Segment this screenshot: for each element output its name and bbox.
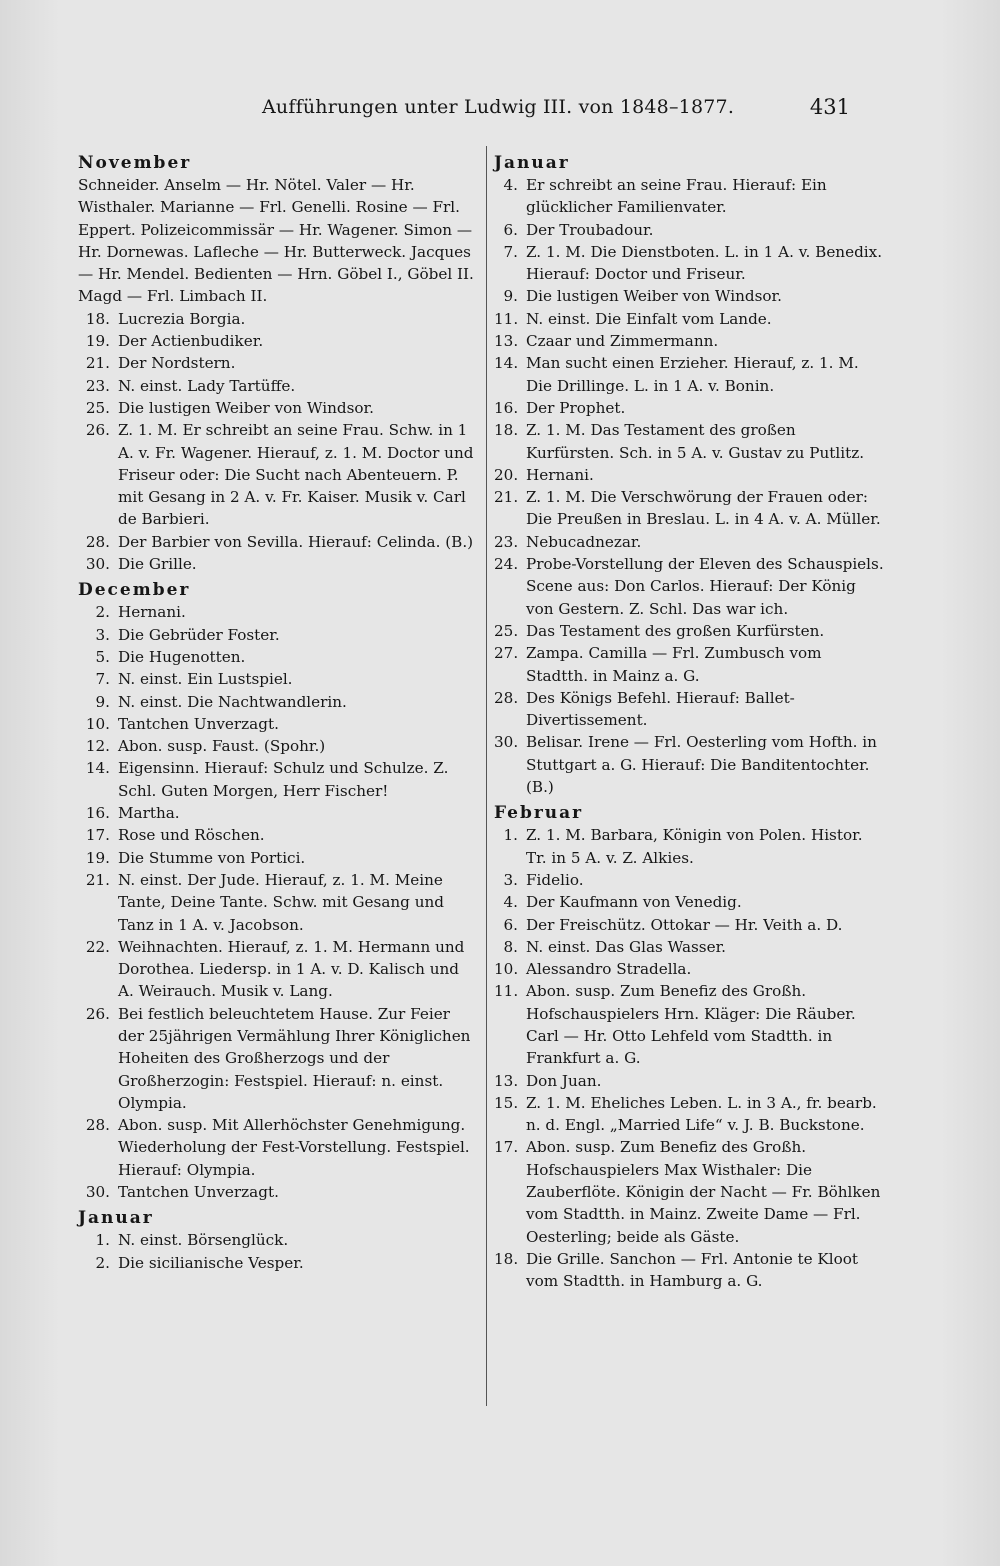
performance-entry (78, 624, 478, 646)
performance-entry (494, 464, 884, 486)
performance-entry (78, 553, 478, 575)
performance-entry (494, 891, 884, 913)
entry-day: 3. (95, 625, 110, 644)
entry-day: 25. (494, 621, 519, 640)
entry-day: 1. (503, 826, 518, 845)
performance-entry (78, 352, 478, 374)
performance-entry (494, 869, 884, 891)
entry-day: 21. (85, 354, 110, 373)
performance-entry (494, 1136, 884, 1247)
entry-text: Martha. (118, 804, 180, 823)
performance-entry (494, 958, 884, 980)
entry-text: Z. 1. M. Eheliches Leben. L. in 3 A., fr. bearb. n. d. Engl. „Married Life“ v. J. B. Buckstone. (526, 1093, 877, 1135)
entry-text: Belisar. Irene — Frl. Oesterling vom Hofth. in Stuttgart a. G. Hierauf: Die Banditentochter. (B.) (526, 733, 877, 797)
performance-entry (494, 824, 884, 869)
entry-day: 14. (494, 354, 519, 373)
entry-text: Z. 1. M. Die Dienstboten. L. in 1 A. v. Benedix. Hierauf: Doctor und Friseur. (526, 242, 883, 284)
entry-day: 1. (95, 1231, 110, 1250)
performance-entry (78, 1003, 478, 1114)
entry-text: Czaar und Zimmermann. (526, 332, 719, 351)
right-column (494, 148, 884, 1293)
entry-text: Lucrezia Borgia. (118, 309, 246, 328)
entry-text: Hernani. (118, 603, 186, 622)
entry-day: 7. (95, 670, 110, 689)
entry-day: 13. (494, 1071, 519, 1090)
entry-text: Abon. susp. Mit Allerhöchster Genehmigung. Wiederholung der Fest-Vorstellung. Festspiel. Hierauf: Olympia. (118, 1116, 470, 1179)
entry-text: N. einst. Die Einfalt vom Lande. (526, 309, 772, 328)
entry-day: 12. (85, 737, 110, 756)
entry-day: 23. (494, 532, 519, 551)
performance-entry (78, 1229, 478, 1251)
entry-day: 15. (494, 1093, 519, 1112)
entry-day: 4. (503, 893, 518, 912)
entry-day: 9. (503, 287, 518, 306)
entry-text: N. einst. Der Jude. Hierauf, z. 1. M. Meine Tante, Deine Tante. Schw. mit Gesang und Tanz in 1 A. v. Jacobson. (118, 870, 445, 934)
performance-entry (494, 620, 884, 642)
entry-day: 23. (85, 376, 110, 395)
performance-entry (494, 642, 884, 687)
entry-text: Z. 1. M. Barbara, Königin von Polen. Histor. Tr. in 5 A. v. Z. Alkies. (526, 826, 863, 867)
entry-day: 17. (494, 1138, 519, 1157)
entry-text: Die lustigen Weiber von Windsor. (526, 287, 782, 306)
entry-day: 21. (85, 870, 110, 889)
entry-text: N. einst. Börsenglück. (118, 1231, 289, 1250)
entry-day: 2. (95, 603, 110, 622)
entry-day: 4. (503, 176, 518, 194)
entry-text: Die Gebrüder Foster. (118, 625, 280, 644)
entry-text: Z. 1. M. Das Testament des großen Kurfürsten. Sch. in 5 A. v. Gustav zu Putlitz. (526, 421, 865, 462)
performance-entry (78, 174, 478, 308)
performance-entry (494, 980, 884, 1069)
entry-text: Man sucht einen Erzieher. Hierauf, z. 1. M. Die Drillinge. L. in 1 A. v. Bonin. (526, 354, 859, 395)
performance-entry (494, 419, 884, 464)
entry-text: Die Grille. Sanchon — Frl. Antonie te Kloot vom Stadtth. in Hamburg a. G. (526, 1249, 859, 1291)
entry-day: 20. (494, 465, 519, 484)
performance-entry (78, 936, 478, 1003)
performance-entry (494, 241, 884, 286)
entry-text: N. einst. Lady Tartüffe. (118, 376, 296, 395)
entry-text: Die sicilianische Vesper. (118, 1253, 304, 1272)
entry-day: 2. (95, 1253, 110, 1272)
performance-entry (494, 1092, 884, 1137)
month-heading: November (78, 153, 192, 173)
entry-day: 28. (494, 688, 519, 707)
entry-text: Schneider. Anselm — Hr. Nötel. Valer — Hr. Wisthaler. Marianne — Frl. Genelli. Rosine — Frl. Eppert. Polizeicommissär — Hr. Wagener. Simon — Hr. Dornewas. Lafleche — Hr. Butterweck. Jacques — Hr. Mendel. Bedienten — Hrn. Göbel I., Göbel II. Magd — Frl. Limbach II. (78, 176, 474, 306)
month-heading: Januar (494, 153, 570, 173)
entry-day: 11. (494, 982, 519, 1001)
entry-day: 30. (494, 733, 519, 752)
column-divider (486, 146, 487, 1406)
entry-day: 7. (503, 242, 518, 261)
month-heading: December (78, 580, 191, 601)
performance-entry (78, 1114, 478, 1181)
entry-text: Der Troubadour. (526, 220, 654, 239)
performance-entry (494, 486, 884, 531)
month-heading: Januar (78, 1208, 154, 1229)
entry-text: Das Testament des großen Kurfürsten. (526, 621, 825, 640)
entry-day: 6. (503, 915, 518, 934)
entry-text: Die Grille. (118, 555, 197, 574)
performance-entry (78, 397, 478, 419)
entry-text: Rose und Röschen. (118, 826, 265, 845)
left-column (78, 148, 478, 1274)
entry-day: 10. (85, 714, 110, 733)
entry-day: 27. (494, 644, 519, 663)
performance-entry (494, 285, 884, 307)
entry-text: Der Actienbudiker. (118, 332, 264, 351)
entry-text: Probe-Vorstellung der Eleven des Schauspiels. Scene aus: Don Carlos. Hierauf: Der König von Gestern. Z. Schl. Das war ich. (526, 555, 884, 618)
running-head (0, 96, 1000, 126)
entry-day: 26. (85, 421, 110, 440)
entry-text: Z. 1. M. Er schreibt an seine Frau. Schw. in 1 A. v. Fr. Wagener. Hierauf, z. 1. M. Doctor und Friseur oder: Die Sucht nach Abenteuern. P. mit Gesang in 2 A. v. Fr. Kaiser. Musik v. Carl de Barbieri. (118, 421, 474, 529)
performance-entry (78, 531, 478, 553)
entry-day: 14. (85, 759, 110, 778)
entry-day: 10. (494, 960, 519, 979)
entry-text: N. einst. Die Nachtwandlerin. (118, 692, 347, 711)
entry-text: Hernani. (526, 465, 594, 484)
entry-day: 18. (494, 1249, 519, 1268)
entry-day: 28. (85, 1116, 110, 1135)
entry-day: 9. (95, 692, 110, 711)
entry-day: 25. (85, 398, 110, 417)
performance-entry (78, 691, 478, 713)
entry-day: 16. (494, 398, 519, 417)
entry-text: Die Stumme von Portici. (118, 848, 306, 867)
entry-text: Don Juan. (526, 1071, 602, 1090)
performance-entry (78, 646, 478, 668)
performance-entry (494, 531, 884, 553)
performance-entry (78, 847, 478, 869)
performance-entry (78, 802, 478, 824)
entry-text: Z. 1. M. Die Verschwörung der Frauen oder: Die Preußen in Breslau. L. in 4 A. v. A. Müller. (526, 488, 881, 529)
entry-text: Eigensinn. Hierauf: Schulz und Schulze. Z. Schl. Guten Morgen, Herr Fischer! (118, 759, 449, 800)
entry-day: 16. (85, 804, 110, 823)
entry-day: 11. (494, 309, 519, 328)
performance-entry (494, 731, 884, 798)
entry-day: 6. (503, 220, 518, 239)
performance-entry (78, 330, 478, 352)
performance-entry (494, 330, 884, 352)
entry-day: 30. (85, 1183, 110, 1202)
entry-text: Des Königs Befehl. Hierauf: Ballet-Divertissement. (526, 688, 795, 730)
performance-entry (494, 936, 884, 958)
entry-day: 5. (95, 647, 110, 666)
entry-day: 18. (85, 309, 110, 328)
entry-day: 26. (85, 1004, 110, 1023)
performance-entry (494, 1248, 884, 1293)
performance-entry (78, 824, 478, 846)
entry-day: 13. (494, 332, 519, 351)
performance-entry (78, 1252, 478, 1274)
performance-entry (78, 757, 478, 802)
performance-entry (78, 869, 478, 936)
entry-text: Abon. susp. Zum Benefiz des Großh. Hofschauspielers Max Wisthaler: Die Zauberflöte. Königin der Nacht — Fr. Böhlken vom Stadtth. in Mainz. Zweite Dame — Frl. Oesterling; beide als Gäste. (526, 1138, 881, 1246)
performance-entry (494, 1070, 884, 1092)
performance-entry (494, 553, 884, 620)
performance-entry (78, 308, 478, 330)
performance-entry (78, 735, 478, 757)
performance-entry (494, 308, 884, 330)
performance-entry (494, 219, 884, 241)
entry-text: Der Nordstern. (118, 354, 236, 373)
entry-text: Zampa. Camilla — Frl. Zumbusch vom Stadtth. in Mainz a. G. (526, 644, 822, 685)
entry-text: N. einst. Das Glas Wasser. (526, 937, 727, 956)
entry-text: Tantchen Unverzagt. (118, 714, 279, 733)
page-number: 431 (809, 95, 850, 119)
entry-text: Der Freischütz. Ottokar — Hr. Veith a. D. (526, 915, 843, 934)
entry-text: Abon. susp. Faust. (Spohr.) (118, 737, 326, 756)
entry-day: 19. (85, 332, 110, 351)
entry-day: 3. (503, 870, 518, 889)
entry-text: Die lustigen Weiber von Windsor. (118, 398, 374, 417)
entry-text: Nebucadnezar. (526, 532, 642, 551)
entry-text: Weihnachten. Hierauf, z. 1. M. Hermann und Dorothea. Liedersp. in 1 A. v. D. Kalisch und A. Weirauch. Musik v. Lang. (118, 937, 465, 1001)
entry-text: Abon. susp. Zum Benefiz des Großh. Hofschauspielers Hrn. Kläger: Die Räuber. Carl — Hr. Otto Lehfeld vom Stadtth. in Frankfurt a. G. (526, 982, 856, 1068)
entry-day: 28. (85, 532, 110, 551)
performance-entry (78, 1181, 478, 1203)
month-heading: Februar (494, 803, 584, 824)
entry-text: Die Hugenotten. (118, 647, 246, 666)
entry-day: 24. (494, 555, 519, 574)
entry-text: Er schreibt an seine Frau. Hierauf: Ein glücklicher Familienvater. (526, 176, 827, 217)
performance-entry (494, 352, 884, 397)
entry-day: 30. (85, 555, 110, 574)
entry-text: Tantchen Unverzagt. (118, 1183, 279, 1202)
performance-entry (494, 914, 884, 936)
entry-text: Der Kaufmann von Venedig. (526, 893, 742, 912)
entry-day: 22. (85, 937, 110, 956)
entry-text: Fidelio. (526, 870, 584, 889)
entry-day: 17. (85, 826, 110, 845)
entry-text: N. einst. Ein Lustspiel. (118, 670, 293, 689)
performance-entry (78, 375, 478, 397)
performance-entry (494, 687, 884, 732)
performance-entry (78, 419, 478, 530)
entry-text: Der Barbier von Sevilla. Hierauf: Celinda. (B.) (118, 532, 474, 551)
page-title: Aufführungen unter Ludwig III. von 1848–1877. (262, 96, 735, 118)
performance-entry (494, 174, 884, 219)
entry-day: 21. (494, 488, 519, 507)
entry-text: Bei festlich beleuchtetem Hause. Zur Feier der 25jährigen Vermählung Ihrer Königlichen Hoheiten des Großherzogs und der Großherzogin: Festspiel. Hierauf: n. einst. Olympia. (118, 1004, 471, 1112)
performance-entry (78, 601, 478, 623)
performance-entry (78, 713, 478, 735)
entry-text: Alessandro Stradella. (526, 960, 692, 979)
performance-entry (494, 397, 884, 419)
performance-entry (78, 668, 478, 690)
entry-day: 18. (494, 421, 519, 440)
entry-day: 19. (85, 848, 110, 867)
entry-text: Der Prophet. (526, 398, 626, 417)
entry-day: 8. (503, 937, 518, 956)
